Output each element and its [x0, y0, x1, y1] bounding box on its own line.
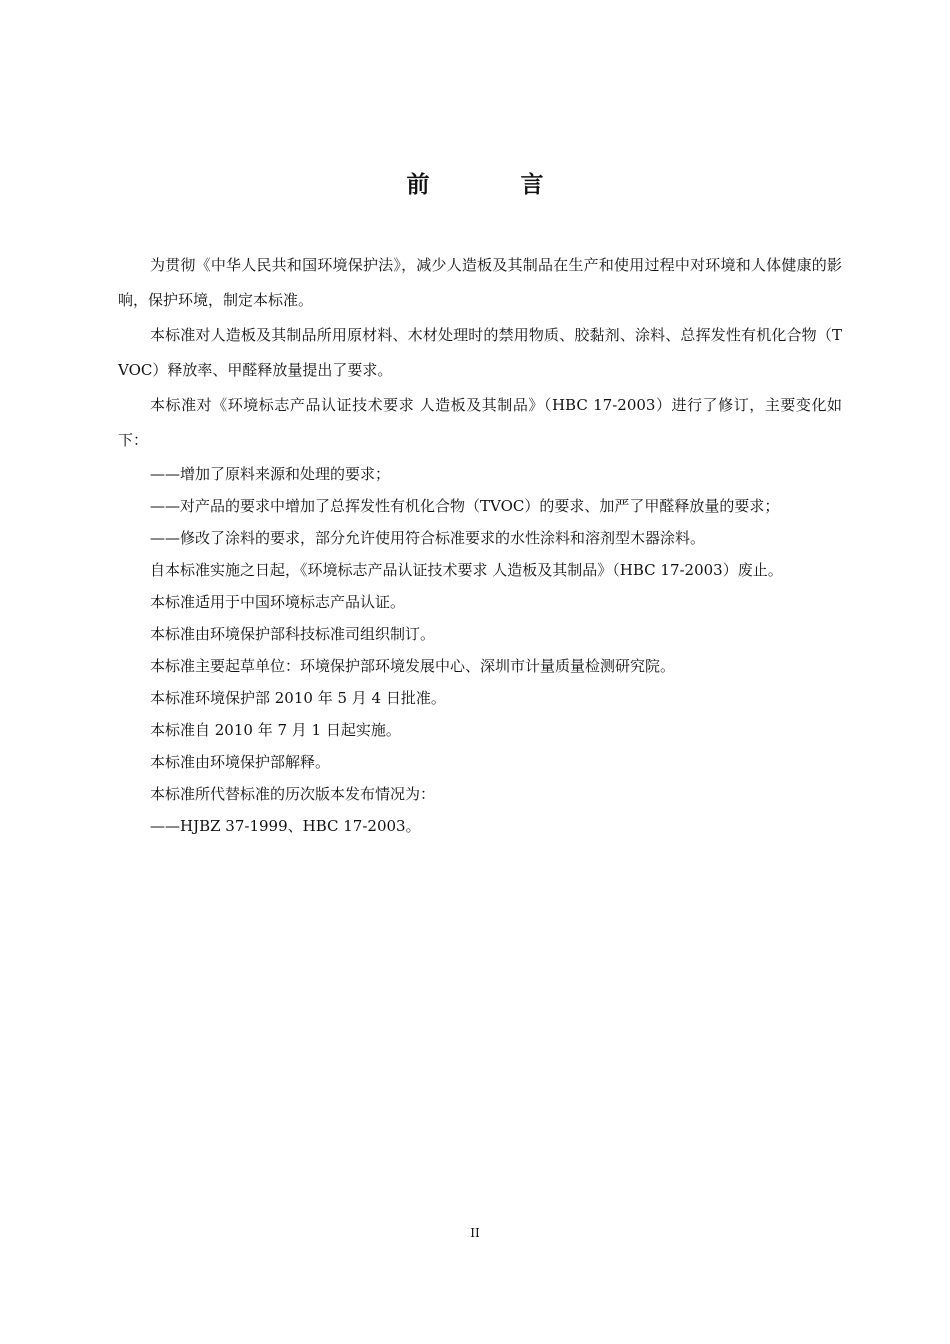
paragraph-scope-requirements: 本标准对人造板及其制品所用原材料、木材处理时的禁用物质、胶黏剂、涂料、总挥发性有机化合物（TVOC）释放率、甲醛释放量提出了要求。: [118, 326, 842, 379]
paragraph-history-versions: ——HJBZ 37-1999、HBC 17-2003。: [150, 817, 421, 835]
paragraph-purpose: 为贯彻《中华人民共和国环境保护法》，减少人造板及其制品在生产和使用过程中对环境和人体健康的影响，保护环境，制定本标准。: [118, 256, 842, 309]
foreword-body: [118, 248, 842, 842]
change-item-coatings: ——修改了涂料的要求，部分允许使用符合标准要求的水性涂料和溶剂型木器涂料。: [150, 529, 706, 547]
change-item-tvoc: ——对产品的要求中增加了总挥发性有机化合物（TVOC）的要求、加严了甲醛释放量的要求；: [150, 497, 780, 515]
paragraph-drafting-units: 本标准主要起草单位：环境保护部环境发展中心、深圳市计量质量检测研究院。: [150, 657, 676, 675]
paragraph-supersede: 自本标准实施之日起，《环境标志产品认证技术要求 人造板及其制品》（HBC 17-2003）废止。: [150, 561, 783, 579]
paragraph-applicability: 本标准适用于中国环境标志产品认证。: [150, 593, 406, 611]
paragraph-approval-date: 本标准环境保护部 2010 年 5 月 4 日批准。: [150, 689, 446, 707]
paragraph-organizer: 本标准由环境保护部科技标准司组织制订。: [150, 625, 436, 643]
paragraph-revision: 本标准对《环境标志产品认证技术要求 人造板及其制品》（HBC 17-2003）进行了修订，主要变化如下：: [118, 396, 842, 449]
page-number: II: [470, 1226, 480, 1240]
paragraph-history-intro: 本标准所代替标准的历次版本发布情况为：: [150, 785, 436, 803]
page-title: 前 言: [406, 171, 578, 198]
paragraph-interpretation: 本标准由环境保护部解释。: [150, 753, 331, 771]
change-item-raw-materials: ——增加了原料来源和处理的要求；: [150, 465, 391, 483]
paragraph-implementation-date: 本标准自 2010 年 7 月 1 日起实施。: [150, 721, 401, 739]
